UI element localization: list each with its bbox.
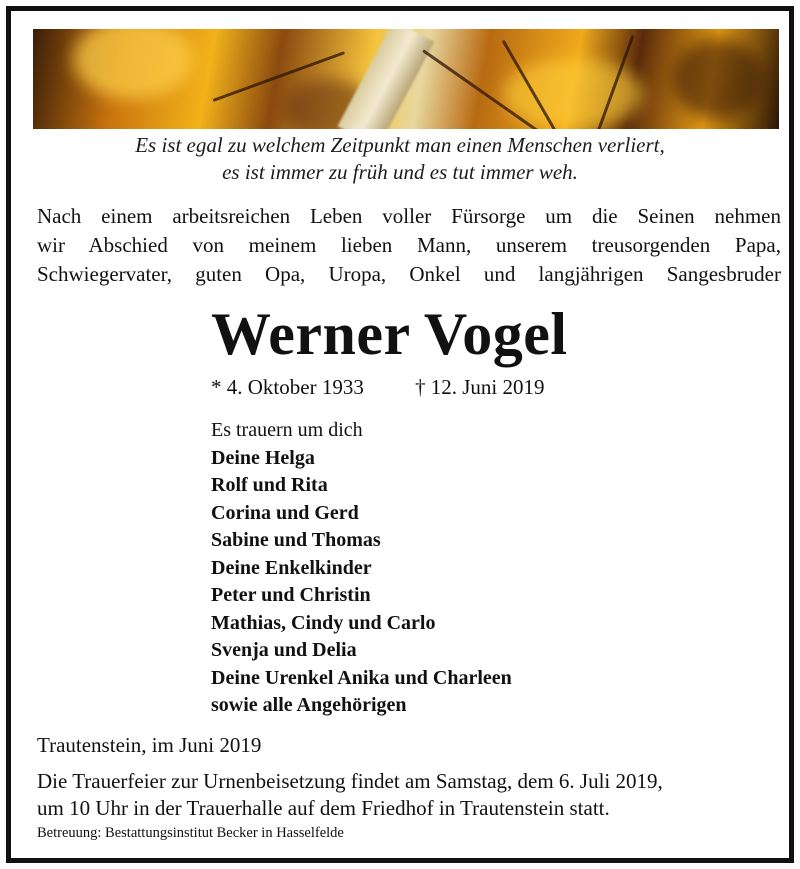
quote-line-2: es ist immer zu früh und es tut immer weh. (222, 160, 578, 184)
mourner-name: Corina und Gerd (211, 502, 359, 524)
mourner-name: Svenja und Delia (211, 639, 357, 661)
deceased-name: Werner Vogel (211, 301, 568, 367)
mourner-name: Deine Helga (211, 447, 315, 469)
mourner-name: Deine Urenkel Anika und Charleen (211, 667, 512, 689)
service-line-1: Die Trauerfeier zur Urnenbeisetzung findet am Samstag, dem 6. Juli 2019, (37, 769, 663, 793)
obituary-frame (6, 6, 794, 863)
mourner-name: Deine Enkelkinder (211, 557, 372, 579)
place-and-date: Trautenstein, im Juni 2019 (37, 733, 262, 757)
mourner-name: Mathias, Cindy und Carlo (211, 612, 436, 634)
funeral-home-credit: Betreuung: Bestattungsinstitut Becker in Hasselfelde (37, 825, 344, 841)
intro-line-1: Nach einem arbeitsreichen Leben voller Fürsorge um die Seinen nehmen (37, 204, 781, 228)
mourner-name: Sabine und Thomas (211, 529, 381, 551)
birth-date: * 4. Oktober 1933 (211, 375, 364, 399)
intro-line-2: wir Abschied von meinem lieben Mann, unserem treusorgenden Papa, (37, 233, 781, 257)
autumn-tree-banner-image (33, 29, 779, 129)
service-line-2: um 10 Uhr in der Trauerhalle auf dem Friedhof in Trautenstein statt. (37, 796, 610, 820)
mourners-intro: Es trauern um dich (211, 419, 363, 441)
death-date: † 12. Juni 2019 (415, 375, 545, 399)
mourner-name: Rolf und Rita (211, 474, 328, 496)
intro-line-3: Schwiegervater, guten Opa, Uropa, Onkel und langjährigen Sangesbruder (37, 262, 781, 286)
quote-line-1: Es ist egal zu welchem Zeitpunkt man einen Menschen verliert, (135, 133, 665, 157)
mourner-name: Peter und Christin (211, 584, 371, 606)
mourner-name: sowie alle Angehörigen (211, 694, 407, 716)
